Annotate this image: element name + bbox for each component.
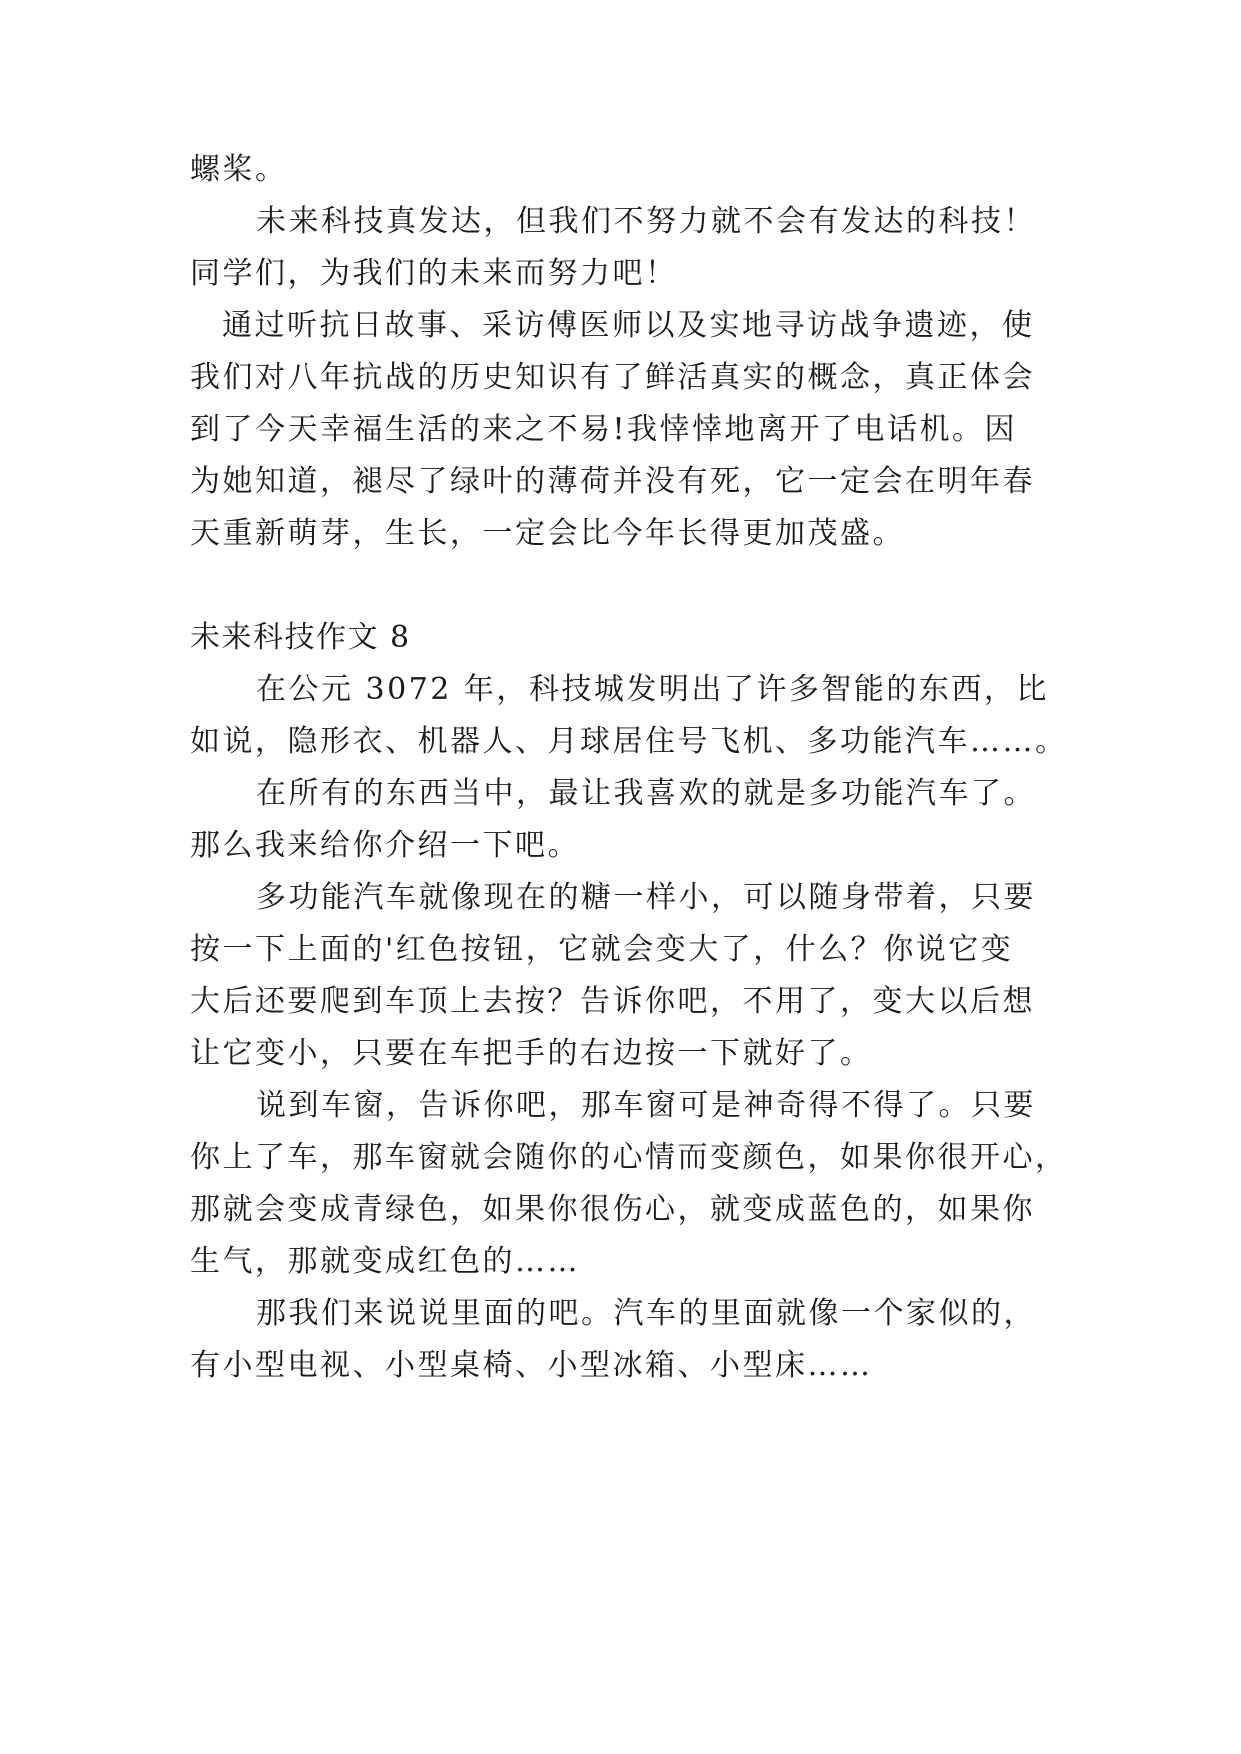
paragraph-line: 你上了车，那车窗就会随你的心情而变颜色，如果你很开心， [190,1140,1068,1175]
paragraph-line: 大后还要爬到车顶上去按？告诉你吧，不用了，变大以后想 [190,984,1035,1019]
paragraph-line: 在公元 3072 年，科技城发明出了许多智能的东西，比 [256,672,1049,707]
paragraph-line: 那么我来给你介绍一下吧。 [190,828,580,863]
paragraph-line: 让它变小，只要在车把手的右边按一下就好了。 [190,1036,873,1071]
paragraph-line: 有小型电视、小型桌椅、小型冰箱、小型床…… [190,1348,873,1383]
paragraph-line: 我们对八年抗战的历史知识有了鲜活真实的概念，真正体会 [190,360,1035,395]
paragraph-line: 按一下上面的'红色按钮，它就会变大了，什么？你说它变 [190,932,1014,967]
paragraph-line: 到了今天幸福生活的来之不易!我悻悻地离开了电话机。因 [190,412,1018,447]
paragraph-line: 多功能汽车就像现在的糖一样小，可以随身带着，只要 [256,880,1036,915]
essay-title: 未来科技作文 8 [190,620,411,655]
paragraph-line: 如说，隐形衣、机器人、月球居住号飞机、多功能汽车……。 [190,724,1068,759]
paragraph-line: 说到车窗，告诉你吧，那车窗可是神奇得不得了。只要 [256,1088,1036,1123]
paragraph-line: 生气，那就变成红色的…… [190,1244,580,1279]
paragraph-line: 为她知道，褪尽了绿叶的薄荷并没有死，它一定会在明年春 [190,464,1035,499]
paragraph-line: 通过听抗日故事、采访傅医师以及实地寻访战争遗迹，使 [222,308,1035,343]
paragraph-line: 天重新萌芽，生长，一定会比今年长得更加茂盛。 [190,516,905,551]
paragraph-line: 同学们，为我们的未来而努力吧！ [190,256,678,291]
paragraph-line: 未来科技真发达，但我们不努力就不会有发达的科技！ [256,204,1036,239]
paragraph-line: 螺桨。 [190,152,288,187]
paragraph-line: 那就会变成青绿色，如果你很伤心，就变成蓝色的，如果你 [190,1192,1035,1227]
paragraph-line: 在所有的东西当中，最让我喜欢的就是多功能汽车了。 [256,776,1036,811]
paragraph-line: 那我们来说说里面的吧。汽车的里面就像一个家似的， [256,1296,1036,1331]
